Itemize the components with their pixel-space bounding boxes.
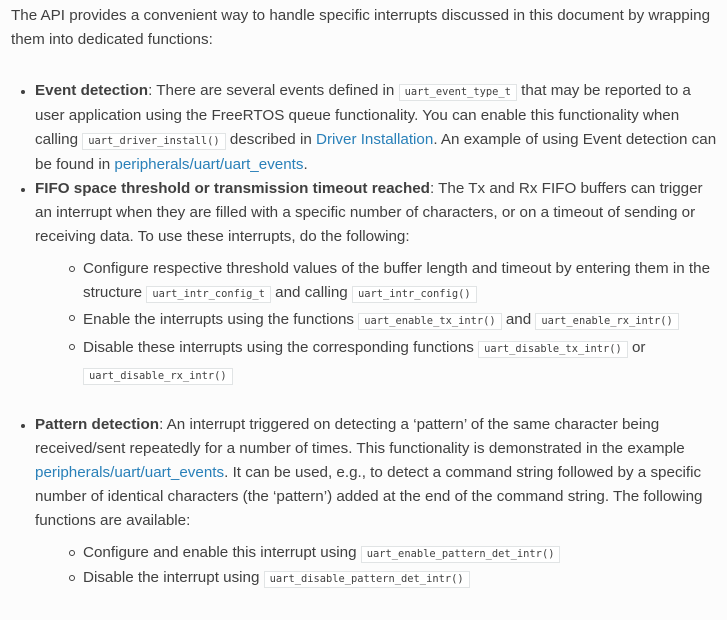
pattern-sub-item-enable [83,541,717,566]
code-uart-enable-tx-intr: uart_enable_tx_intr() [358,313,501,330]
code-uart-event-type: uart_event_type_t [399,84,517,101]
code-uart-driver-install: uart_driver_install() [82,133,225,150]
fifo-sub2-text-1: Enable the interrupts using the functions [83,311,359,328]
pattern-sublist [35,541,717,591]
fifo-sub-item-disable [83,335,717,389]
fifo-title: FIFO space threshold or transmission timeout reached [35,180,430,197]
fifo-sub3-text-2: or [627,339,646,356]
code-uart-enable-pattern-det-intr: uart_enable_pattern_det_intr() [361,546,561,563]
fifo-sublist [35,257,717,389]
fifo-text-1: : The Tx and Rx FIFO buffers can trigger an interrupt when they are filled with a specific number of characters, or on a timeout of sending or receiving data. To use these interrupts, do the following: [35,180,703,245]
fifo-sub1-text-2: and calling [270,284,352,301]
link-uart-events[interactable]: peripherals/uart/uart_events [114,156,304,173]
event-text-4: . An example of using Event detection can be found in [35,131,717,173]
interrupt-list [11,79,717,591]
event-text-5: . [303,156,308,173]
pattern-text-2: . It can be used, e.g., to detect a command string followed by a specific number of identical characters (the ‘pattern’) added at the end of the command string. The following functions are available: [35,464,703,529]
intro-paragraph: The API provides a convenient way to handle specific interrupts discussed in this document by wrapping them into dedicated functions: [11,7,711,48]
event-text-3: described in [225,131,316,148]
code-uart-intr-config-t: uart_intr_config_t [146,286,271,303]
code-uart-disable-rx-intr: uart_disable_rx_intr() [83,368,233,385]
fifo-sub-item-enable [83,306,717,335]
list-item-fifo-threshold [35,177,717,389]
fifo-sub3-text-1: Disable these interrupts using the corresponding functions [83,339,479,356]
code-uart-disable-pattern-det-intr: uart_disable_pattern_det_intr() [264,571,470,588]
fifo-sub-item-configure [83,257,717,306]
code-uart-intr-config: uart_intr_config() [352,286,477,303]
fifo-sub1-text-1: Configure respective threshold values of the buffer length and timeout by entering them in the structure [83,260,711,301]
link-driver-installation[interactable]: Driver Installation [316,131,434,148]
pattern-title: Pattern detection [35,416,160,433]
list-item-event-detection [35,79,717,177]
event-text-2: that may be reported to a user application using the FreeRTOS queue functionality. You can enable this functionality when calling [35,82,691,148]
event-title: Event detection [35,82,149,99]
pattern-text-1: : An interrupt triggered on detecting a ‘pattern’ of the same character being received/sent repeatedly for a number of times. This functionality is demonstrated in the example [35,416,685,457]
code-uart-enable-rx-intr: uart_enable_rx_intr() [535,313,678,330]
list-item-pattern-detection [35,413,717,591]
pattern-sub-item-disable [83,566,717,591]
fifo-sub2-text-2: and [501,311,536,328]
event-text-1: : There are several events defined in [148,82,399,99]
link-uart-events-2[interactable]: peripherals/uart/uart_events [35,464,225,481]
pattern-sub1-text-1: Configure and enable this interrupt using [83,544,361,561]
pattern-sub2-text-1: Disable the interrupt using [83,569,264,586]
code-uart-disable-tx-intr: uart_disable_tx_intr() [478,341,628,358]
